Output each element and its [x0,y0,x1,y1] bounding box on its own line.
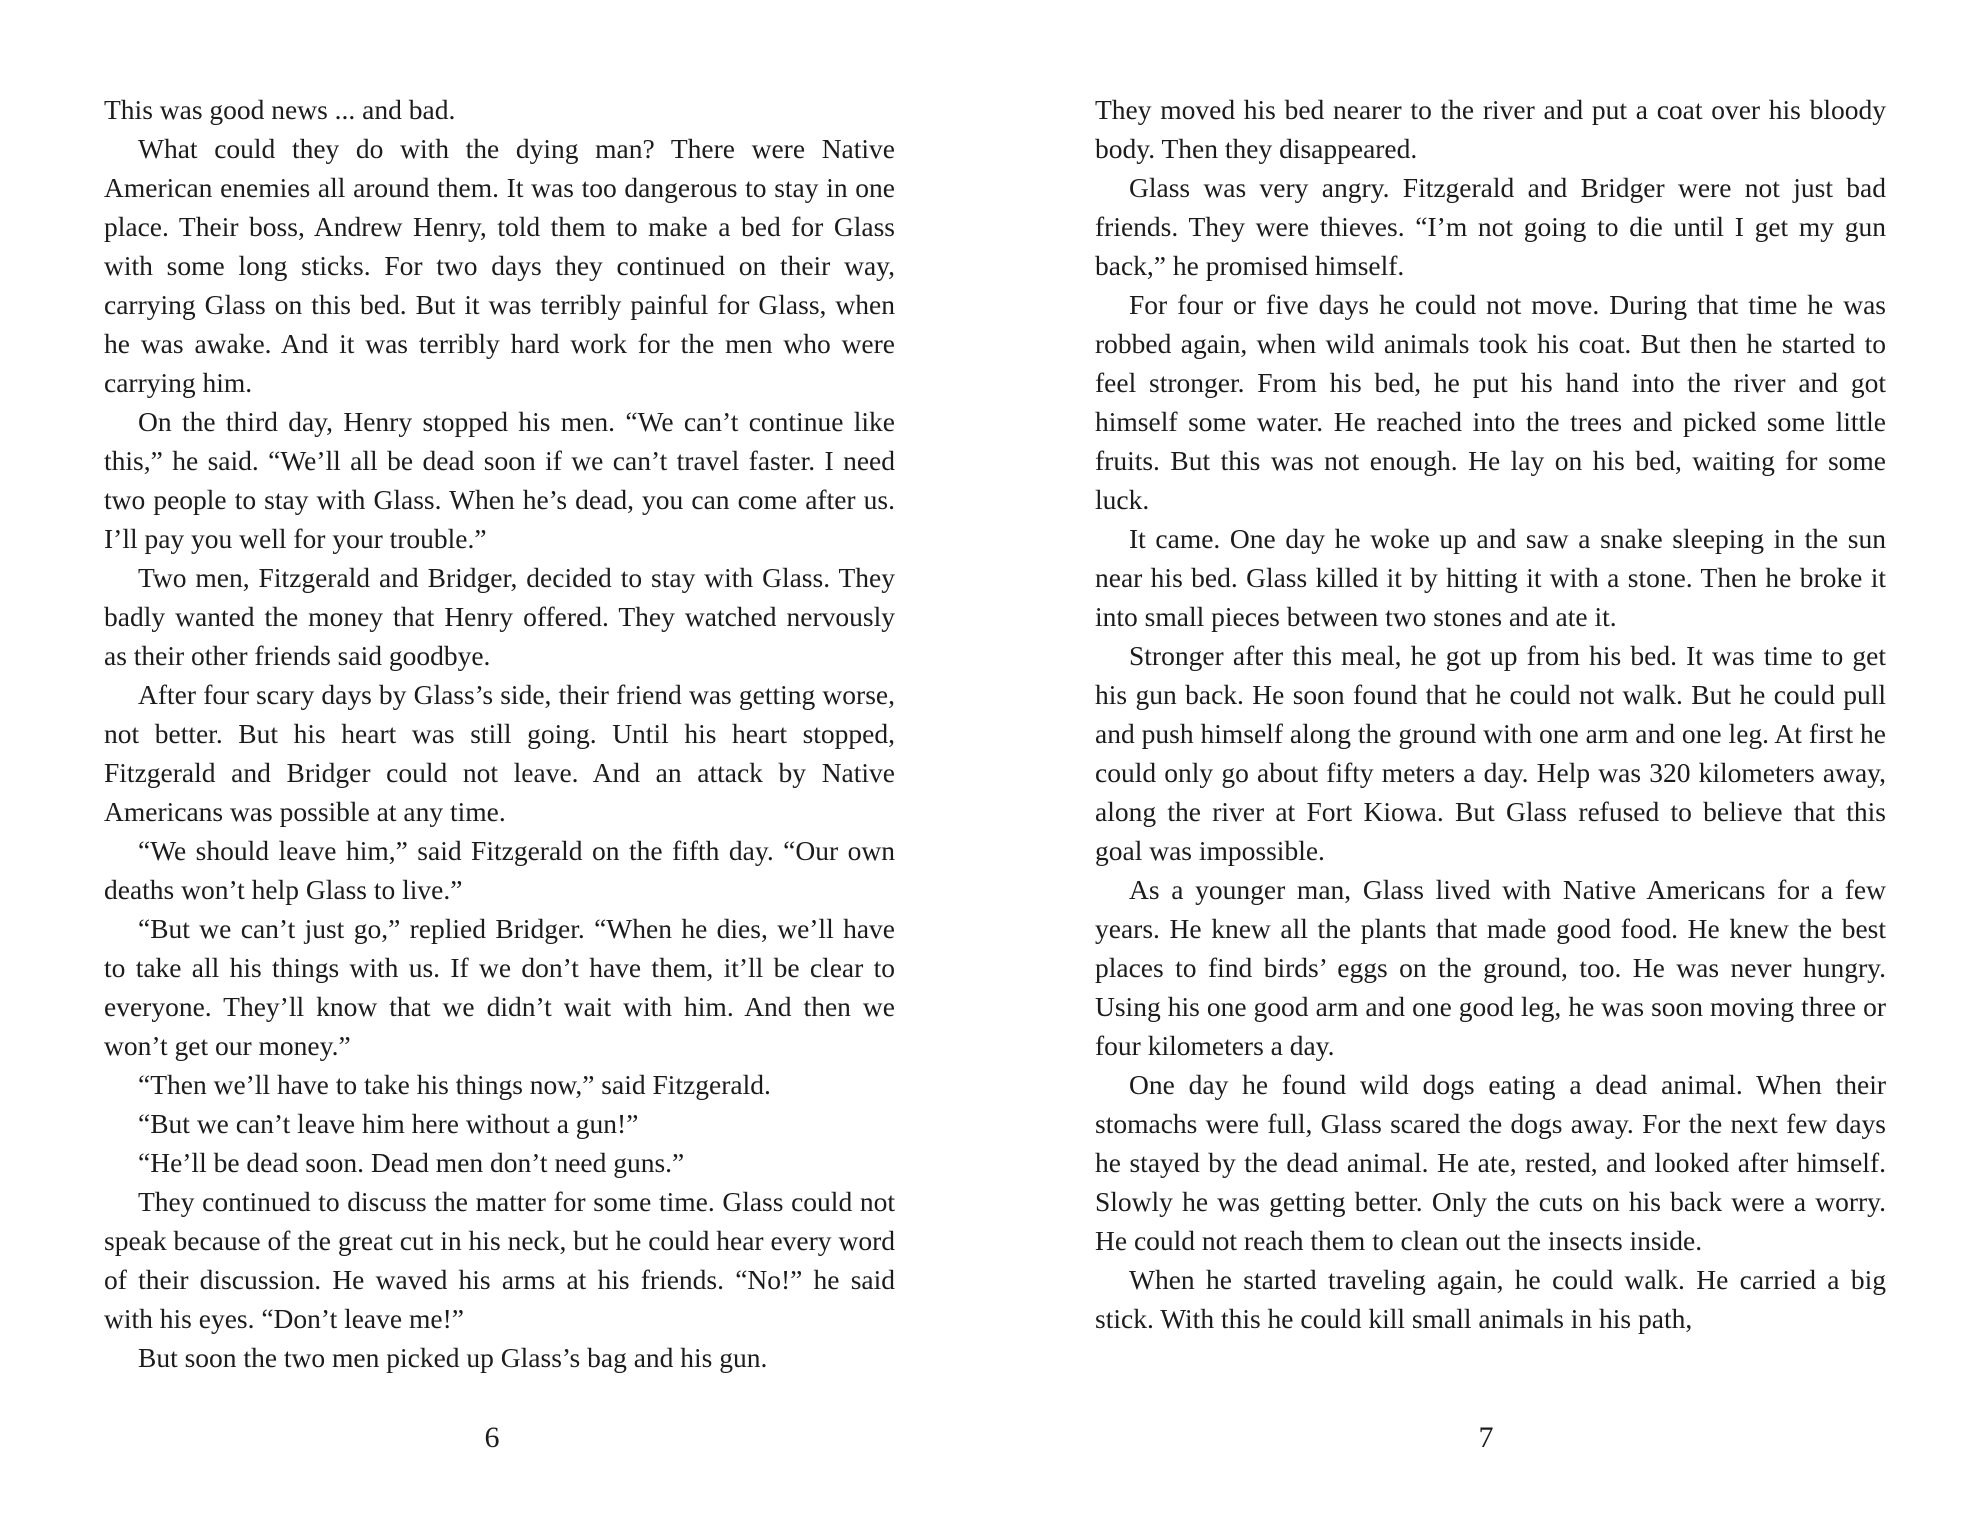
paragraph: “But we can’t just go,” replied Bridger. “When he dies, we’ll have to take all his things with us. If we don’t have them, it’ll be clear to everyone. They’ll know that we didn’t wait with him. And then we won’t get our money.” [104,913,895,1061]
right-page [1095,90,1886,1338]
paragraph: On the third day, Henry stopped his men. “We can’t continue like this,” he said. “We’ll all be dead soon if we can’t travel faster. I need two people to stay with Glass. When he’s dead, you can come after us. I’ll pay you well for your trouble.” [104,406,895,554]
paragraph: What could they do with the dying man? There were Native American enemies all around them. It was too dangerous to stay in one place. Their boss, Andrew Henry, told them to make a bed for Glass with some long sticks. For two days they continued on their way, carrying Glass on this bed. But it was terribly painful for Glass, when he was awake. And it was terribly hard work for the men who were carrying him. [104,133,895,398]
paragraph: They moved his bed nearer to the river and put a coat over his bloody body. Then they disappeared. [1095,94,1886,164]
paragraph: This was good news ... and bad. [104,94,456,125]
paragraph: “But we can’t leave him here without a gun!” [138,1108,639,1139]
page-number-right: 7 [1478,1421,1494,1454]
paragraph: Glass was very angry. Fitzgerald and Bridger were not just bad friends. They were thieves. “I’m not going to die until I get my gun back,” he promised himself. [1095,172,1886,281]
paragraph: They continued to discuss the matter for some time. Glass could not speak because of the great cut in his neck, but he could hear every word of their discussion. He waved his arms at his friends. “No!” he said with his eyes. “Don’t leave me!” [104,1186,895,1334]
paragraph: “We should leave him,” said Fitzgerald on the fifth day. “Our own deaths won’t help Glass to live.” [104,835,895,905]
paragraph: It came. One day he woke up and saw a snake sleeping in the sun near his bed. Glass killed it by hitting it with a stone. Then he broke it into small pieces between two stones and ate it. [1095,523,1886,632]
page-number-left: 6 [484,1421,500,1454]
paragraph: As a younger man, Glass lived with Native Americans for a few years. He knew all the plants that made good food. He knew the best places to find birds’ eggs on the ground, too. He was never hungry. Using his one good arm and one good leg, he was soon moving three or four kilometers a day. [1095,874,1886,1061]
paragraph: But soon the two men picked up Glass’s bag and his gun. [138,1342,768,1373]
paragraph: “Then we’ll have to take his things now,” said Fitzgerald. [138,1069,771,1100]
paragraph: Stronger after this meal, he got up from his bed. It was time to get his gun back. He soon found that he could not walk. But he could pull and push himself along the ground with one arm and one leg. At first he could only go about fifty meters a day. Help was 320 kilometers away, along the river at Fort Kiowa. But Glass refused to believe that this goal was impossible. [1095,640,1886,866]
paragraph: One day he found wild dogs eating a dead animal. When their stomachs were full, Glass scared the dogs away. For the next few days he stayed by the dead animal. He ate, rested, and looked after himself. Slowly he was getting better. Only the cuts on his back were a worry. He could not reach them to clean out the insects inside. [1095,1069,1886,1256]
paragraph: “He’ll be dead soon. Dead men don’t need guns.” [138,1147,685,1178]
left-page [104,90,895,1377]
paragraph: Two men, Fitzgerald and Bridger, decided to stay with Glass. They badly wanted the money that Henry offered. They watched nervously as their other friends said goodbye. [104,562,895,671]
paragraph: For four or five days he could not move. During that time he was robbed again, when wild animals took his coat. But then he started to feel stronger. From his bed, he put his hand into the river and got himself some water. He reached into the trees and picked some little fruits. But this was not enough. He lay on his bed, waiting for some luck. [1095,289,1886,515]
paragraph: When he started traveling again, he could walk. He carried a big stick. With this he could kill small animals in his path, [1095,1264,1886,1334]
paragraph: After four scary days by Glass’s side, their friend was getting worse, not better. But his heart was still going. Until his heart stopped, Fitzgerald and Bridger could not leave. And an attack by Native Americans was possible at any time. [104,679,895,827]
